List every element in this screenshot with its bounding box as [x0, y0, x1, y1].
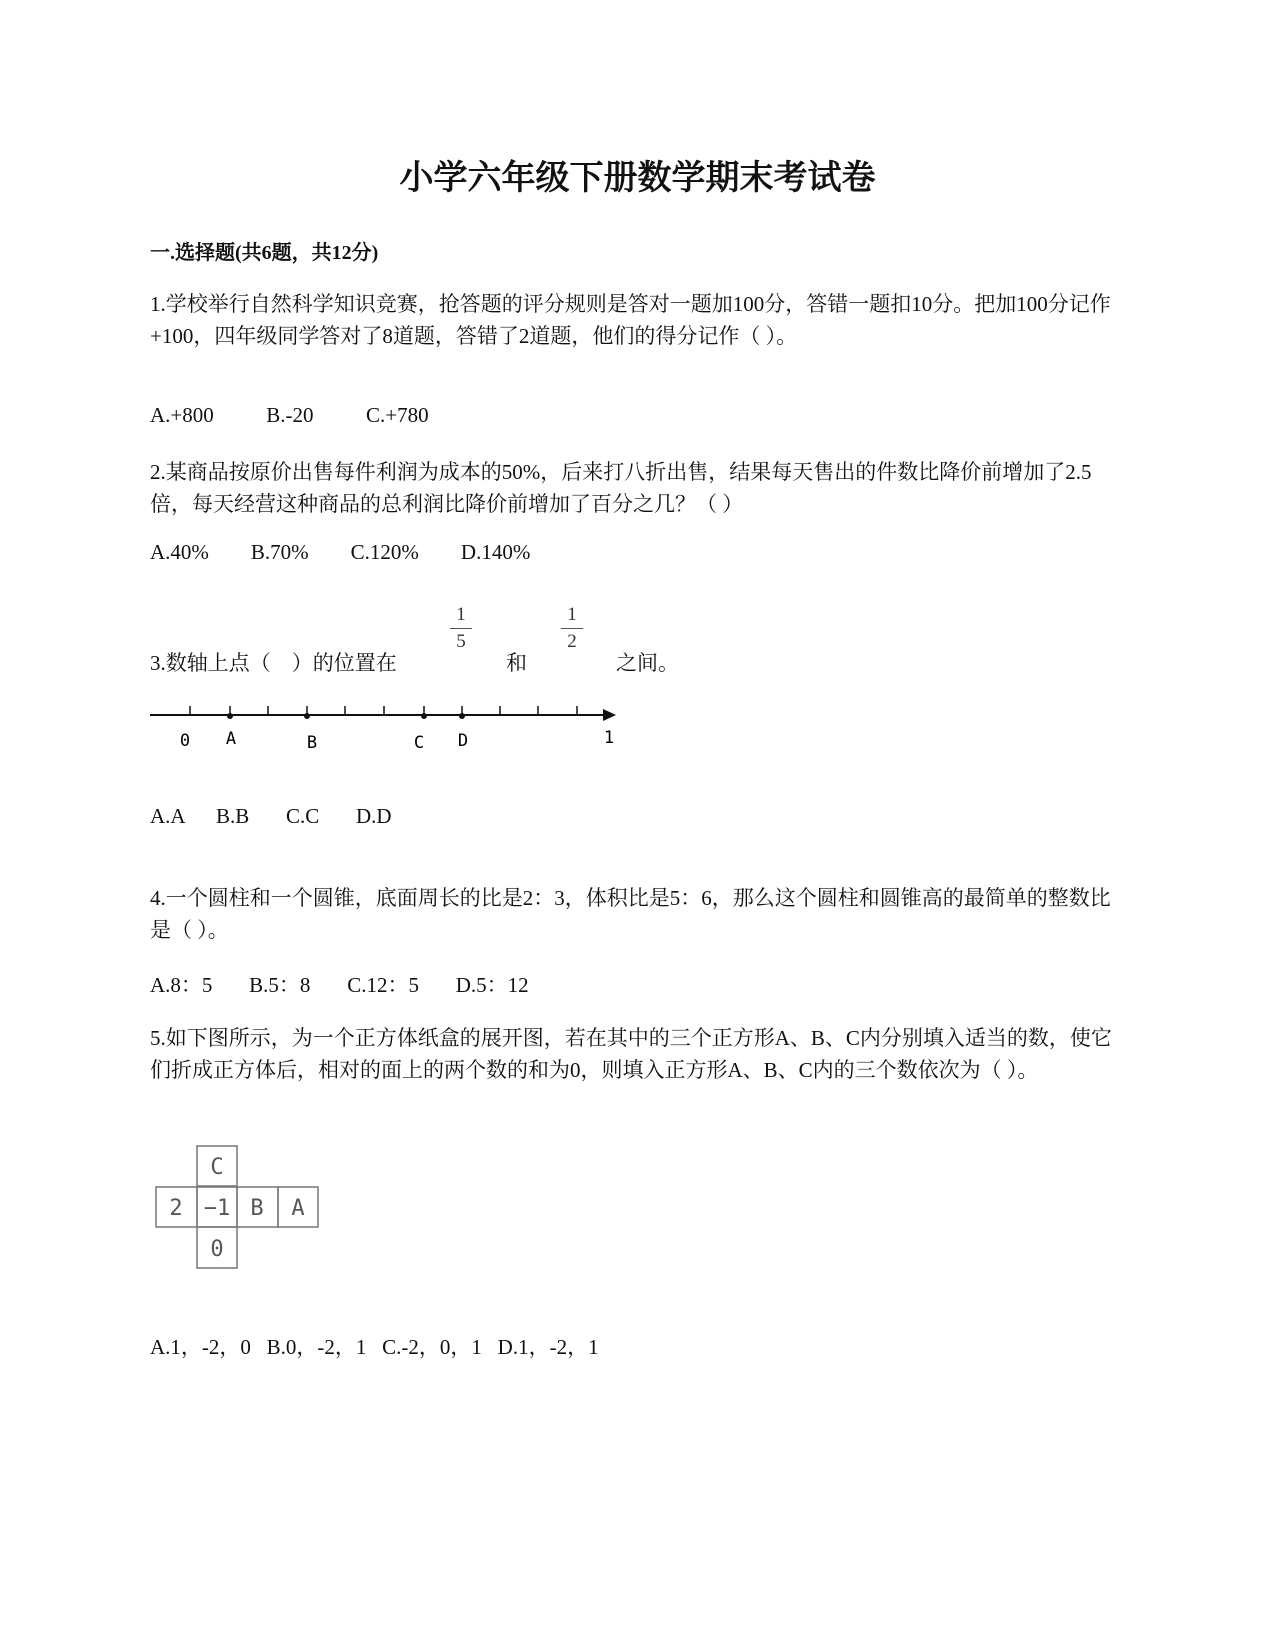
numerator: 1	[456, 604, 466, 625]
option: D.1，-2，1	[497, 1335, 599, 1359]
ticks	[190, 706, 577, 715]
page-title: 小学六年级下册数学期末考试卷	[399, 160, 876, 197]
q3-options	[150, 804, 392, 829]
question-1: 1.学校举行自然科学知识竞赛，抢答题的评分规则是答对一题加100分，答错一题扣10分。把加100分记作+100，四年级同学答对了8道题，答错了2道题，他们的得分记作（ ）。	[150, 292, 1111, 348]
q3-part1: 3.数轴上点（ ）的位置在	[150, 651, 397, 675]
question-5: 5.如下图所示，为一个正方体纸盒的展开图，若在其中的三个正方形A、B、C内分别填入适当的数，使它们折成正方体后，相对的面上的两个数的和为0，则填入正方形A、B、C内的三个数依次为（ ）。	[150, 1026, 1112, 1082]
numerator: 1	[567, 604, 577, 625]
net-0: 0	[210, 1237, 224, 1262]
net-c: C	[210, 1155, 224, 1180]
option: A.A	[150, 804, 185, 828]
label-a: A	[225, 729, 237, 749]
denominator: 5	[456, 631, 466, 652]
point-a	[227, 713, 233, 719]
net-2: 2	[169, 1196, 183, 1221]
option: C.12：5	[347, 973, 419, 997]
net-a: A	[291, 1196, 305, 1221]
label-1: 1	[603, 728, 615, 748]
option: B.0，-2，1	[266, 1335, 367, 1359]
option: D.D	[355, 804, 392, 828]
question-4: 4.一个圆柱和一个圆锥，底面周长的比是2：3，体积比是5：6，那么这个圆柱和圆锥高的最简单的整数比是（ ）。	[150, 886, 1111, 942]
q3-and: 和	[506, 651, 527, 675]
option: C.120%	[350, 540, 419, 564]
option: C.-2，0，1	[382, 1335, 482, 1359]
point-c	[421, 713, 427, 719]
point-d	[459, 713, 465, 719]
option: C.C	[285, 804, 320, 828]
option: B.70%	[250, 540, 309, 564]
option: B.-20	[266, 403, 314, 427]
q1-options	[150, 403, 429, 428]
label-c: C	[413, 733, 425, 753]
denominator: 2	[567, 631, 577, 652]
option: A.40%	[150, 540, 209, 564]
arrow-head	[603, 709, 616, 721]
option: B.B	[215, 804, 250, 828]
cube-net	[150, 1140, 330, 1275]
q2-options	[150, 540, 530, 565]
option: A.+800	[150, 403, 214, 427]
q3-part2: 之间。	[616, 651, 679, 675]
option: B.5：8	[249, 973, 311, 997]
option: D.140%	[460, 540, 531, 564]
fraction-one-fifth	[450, 604, 472, 653]
point-b	[304, 713, 310, 719]
option: A.8：5	[150, 973, 213, 997]
label-b: B	[306, 733, 318, 753]
net-minus1: −1	[203, 1196, 231, 1221]
question-2: 2.某商品按原价出售每件利润为成本的50%，后来打八折出售，结果每天售出的件数比降价前增加了2.5倍，每天经营这种商品的总利润比降价前增加了百分之几？（ ）	[150, 460, 1092, 516]
number-line	[0, 690, 700, 760]
net-b: B	[250, 1196, 264, 1221]
q4-options	[150, 969, 529, 999]
label-d: D	[457, 731, 469, 751]
option: C.+780	[366, 403, 429, 427]
option: D.5：12	[455, 973, 529, 997]
fraction-one-half	[561, 604, 583, 653]
q5-options	[150, 1331, 599, 1361]
label-0: 0	[179, 731, 191, 751]
section-heading: 一.选择题(共6题，共12分)	[150, 242, 379, 264]
option: A.1，-2，0	[150, 1335, 251, 1359]
